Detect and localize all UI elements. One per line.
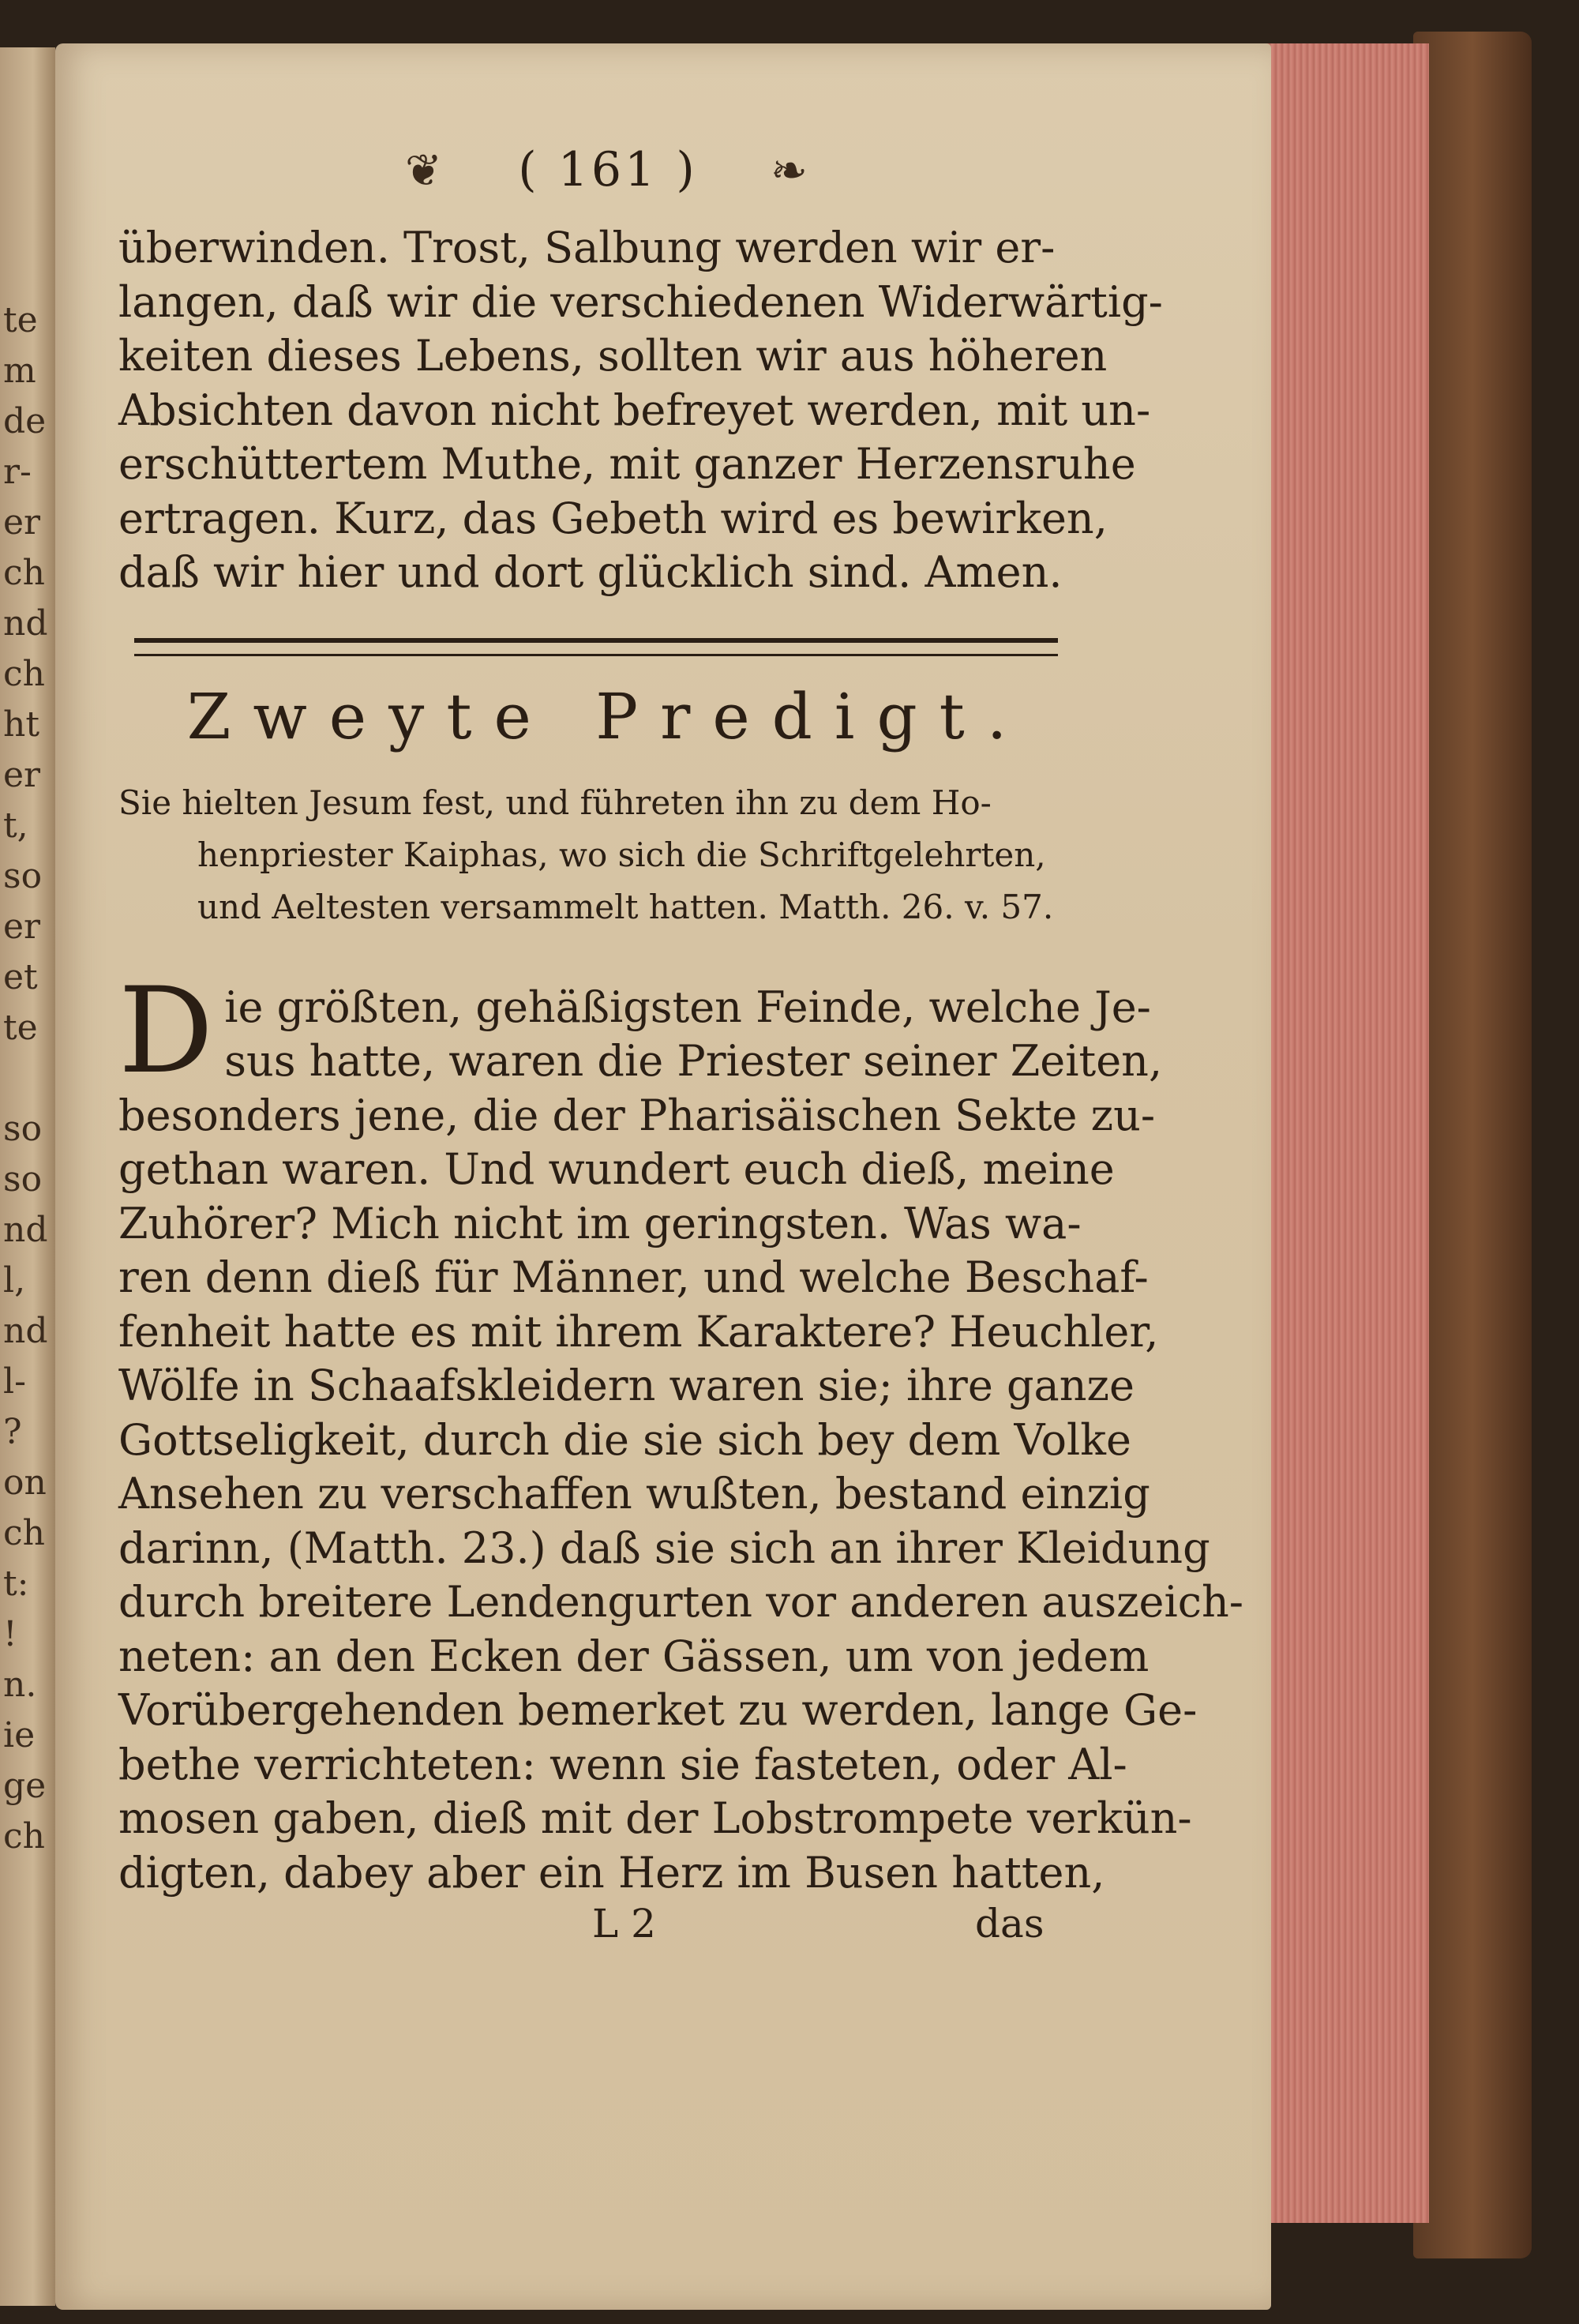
previous-page-fragment: t: bbox=[3, 1564, 29, 1604]
page-fore-edge bbox=[1259, 43, 1429, 2223]
text-line: ertragen. Kurz, das Gebeth wird es bewirken, bbox=[118, 493, 1108, 543]
previous-page-fragment: ie bbox=[3, 1715, 36, 1755]
previous-page-fragment: er bbox=[3, 907, 41, 947]
previous-page-fragment: ch bbox=[3, 553, 45, 593]
previous-page-fragment: er bbox=[3, 502, 41, 543]
previous-page-fragment: ! bbox=[3, 1614, 17, 1654]
text-line: fenheit hatte es mit ihrem Karaktere? Heuchler, bbox=[118, 1306, 1159, 1357]
text-line: bethe verrichteten: wenn sie fasteten, oder Al- bbox=[118, 1739, 1127, 1789]
previous-page-fragment: de bbox=[3, 401, 47, 441]
text-line: ie größten, gehäßigsten Feinde, welche Je- bbox=[224, 982, 1151, 1032]
ornament-right-icon: ❧ bbox=[771, 145, 811, 197]
previous-page-edge bbox=[0, 47, 55, 2306]
previous-page-fragment: l- bbox=[3, 1361, 26, 1402]
text-line: besonders jene, die der Pharisäischen Sekte zu- bbox=[118, 1090, 1156, 1140]
book-cover bbox=[1413, 32, 1532, 2258]
text-line: Zuhörer? Mich nicht im geringsten. Was wa- bbox=[118, 1198, 1082, 1248]
drop-cap: D bbox=[118, 962, 214, 1100]
text-line: Wölfe in Schaafskleidern waren sie; ihre ganze bbox=[118, 1361, 1135, 1410]
catchword: das bbox=[975, 1901, 1045, 1947]
previous-page-fragment: on bbox=[3, 1462, 47, 1503]
previous-page-fragment: ht bbox=[3, 704, 40, 745]
text-line: ren denn dieß für Männer, und welche Beschaf- bbox=[118, 1252, 1149, 1302]
text-line: mosen gaben, dieß mit der Lobstrompete verkün- bbox=[118, 1793, 1192, 1843]
previous-sermon-ending bbox=[118, 221, 1163, 600]
previous-page-fragment: r- bbox=[3, 452, 32, 492]
previous-page-fragment: nd bbox=[3, 1311, 48, 1351]
previous-page-fragment: so bbox=[3, 1109, 43, 1149]
previous-page-fragment: t, bbox=[3, 805, 28, 846]
section-divider bbox=[134, 638, 1058, 656]
previous-page-fragment: et bbox=[3, 957, 38, 997]
previous-page-fragment: n. bbox=[3, 1665, 37, 1705]
previous-page-fragment: er bbox=[3, 755, 41, 795]
previous-page-fragment: ge bbox=[3, 1766, 47, 1806]
previous-page-fragment: m bbox=[3, 351, 36, 391]
motto-line: und Aeltesten versammelt hatten. Matth. 26. v. 57. bbox=[197, 887, 1054, 926]
previous-page-fragment: l, bbox=[3, 1260, 26, 1301]
sermon-body bbox=[118, 962, 1244, 1901]
previous-page-fragment: nd bbox=[3, 603, 48, 644]
text-line: darinn, (Matth. 23.) daß sie sich an ihrer Kleidung bbox=[118, 1522, 1210, 1573]
text-line: neten: an den Ecken der Gässen, um von jedem bbox=[118, 1631, 1150, 1681]
text-line: gethan waren. Und wundert euch dieß, meine bbox=[118, 1144, 1115, 1194]
text-line: Vorübergehenden bemerket zu werden, lange Ge- bbox=[118, 1685, 1198, 1735]
previous-page-fragment: te bbox=[3, 1008, 38, 1048]
text-line: daß wir hier und dort glücklich sind. Amen. bbox=[118, 547, 1063, 597]
previous-page-fragment: so bbox=[3, 1159, 43, 1200]
ornament-left-icon: ❦ bbox=[405, 145, 445, 197]
text-line: Gottseligkeit, durch die sie sich bey dem Volke bbox=[118, 1414, 1131, 1465]
previous-page-fragment: so bbox=[3, 856, 43, 896]
page-footer bbox=[118, 1900, 1097, 1947]
motto-line: Sie hielten Jesum fest, und führeten ihn zu dem Ho- bbox=[118, 783, 992, 822]
text-line: digten, dabey aber ein Herz im Busen hatten, bbox=[118, 1847, 1105, 1898]
previous-page-fragment: ch bbox=[3, 1513, 45, 1553]
motto-line: henpriester Kaiphas, wo sich die Schriftgelehrten, bbox=[197, 835, 1046, 874]
section-title: Zweyte Predigt. bbox=[186, 679, 1030, 753]
previous-page-fragment: ? bbox=[3, 1412, 22, 1452]
bible-motto bbox=[118, 777, 1097, 933]
page-number: ( 161 ) bbox=[518, 142, 698, 197]
page-header bbox=[118, 142, 1097, 197]
previous-page-fragment: ch bbox=[3, 1816, 45, 1857]
text-line: überwinden. Trost, Salbung werden wir er- bbox=[118, 223, 1056, 272]
previous-page-fragment: nd bbox=[3, 1210, 48, 1250]
text-line: sus hatte, waren die Priester seiner Zeiten, bbox=[224, 1036, 1163, 1086]
previous-page-text-fragments bbox=[0, 47, 55, 2306]
text-line: erschüttertem Muthe, mit ganzer Herzensruhe bbox=[118, 439, 1136, 489]
text-line: Absichten davon nicht befreyet werden, mit un- bbox=[118, 385, 1151, 435]
page-content bbox=[118, 142, 1244, 1947]
previous-page-fragment: ch bbox=[3, 654, 45, 694]
text-line: langen, daß wir die verschiedenen Widerwärtig- bbox=[118, 276, 1163, 327]
text-line: durch breitere Lendengurten vor anderen auszeich- bbox=[118, 1577, 1244, 1627]
previous-page-fragment: te bbox=[3, 300, 38, 340]
text-line: keiten dieses Lebens, sollten wir aus höheren bbox=[118, 331, 1108, 381]
signature-mark: L 2 bbox=[592, 1901, 656, 1947]
text-line: Ansehen zu verschaffen wußten, bestand einzig bbox=[118, 1469, 1150, 1519]
